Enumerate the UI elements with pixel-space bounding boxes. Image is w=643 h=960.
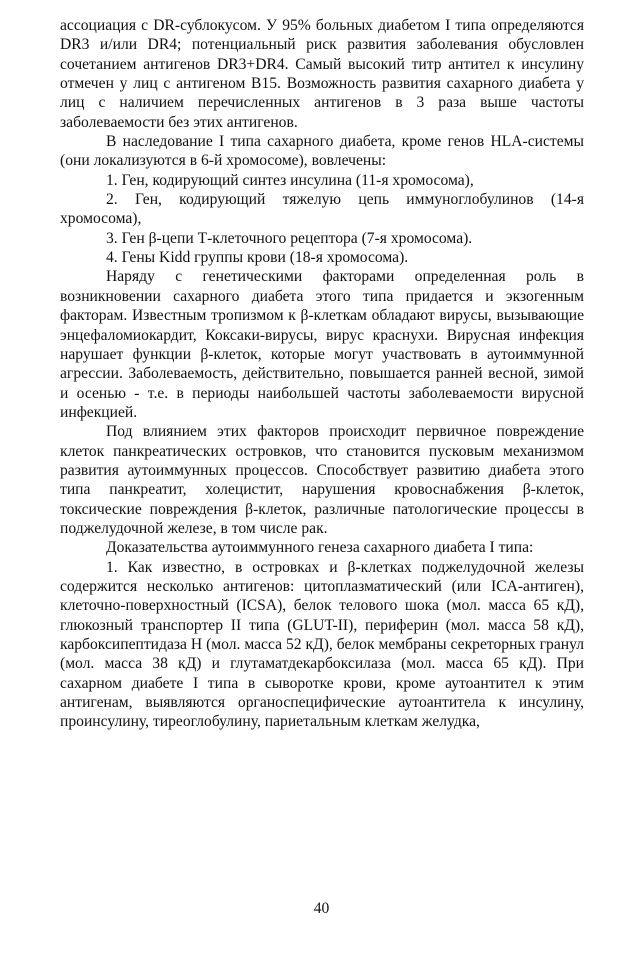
page-body bbox=[60, 16, 584, 732]
list-item-4: 4. Гены Kidd группы крови (18-я хромосома). bbox=[106, 249, 409, 267]
paragraph-4: Под влиянием этих факторов происходит первичное повреждение клеток панкреатических островков, что становится пусковым механизмом развития аутоиммунных процессов. Способствует развитию диабета этого типа панкреатит, холецистит, нарушения кровоснабжения β-клеток, токсические повреждения β-клеток, различные патологические процессы в поджелудочной железе, в том числе рак. bbox=[60, 423, 584, 537]
list-item-2: 2. Ген, кодирующий тяжелую цепь иммуноглобулинов (14-я хромосома), bbox=[60, 191, 584, 228]
paragraph-2: В наследование I типа сахарного диабета, кроме генов HLA-системы (они локализуются в 6-й хромосоме), вовлечены: bbox=[60, 133, 584, 170]
list-item-1: 1. Ген, кодирующий синтез инсулина (11-я хромосома), bbox=[106, 171, 474, 189]
page-number: 40 bbox=[313, 900, 330, 917]
paragraph-5: Доказательства аутоиммунного генеза сахарного диабета I типа: bbox=[106, 539, 534, 557]
list-item-3: 3. Ген β-цепи Т-клеточного рецептора (7-я хромосома). bbox=[106, 229, 473, 247]
paragraph-3: Наряду с генетическими факторами определенная роль в возникновении сахарного диабета этого типа придается и экзогенным факторам. Известным тропизмом к β-клеткам обладают вирусы, вызывающие энцефаломиокардит, Коксаки-вирусы, вирус краснухи. Вирусная инфекция нарушает функции β-клеток, которые могут участвовать в аутоиммунной агрессии. Заболеваемость, действительно, повышается ранней весной, зимой и осенью - т.е. в периоды наибольшей частоты заболеваемости вирусной инфекцией. bbox=[60, 268, 584, 421]
paragraph-6: 1. Как известно, в островках и β-клетках поджелудочной железы содержится несколько антигенов: цитоплазматический (или ICA-антиген), клеточно-поверхностный (ICSA), белок телового шока (мол. масса 65 кД), глюкозный транспортер II типа (GLUT-II), периферин (мол. масса 58 кД), карбоксипептидаза Н (мол. масса 52 кД), белок мембраны секреторных гранул (мол. масса 38 кД) и глутаматдекарбоксилаза (мол. масса 65 кД). При сахарном диабете I типа в сыворотке крови, кроме аутоантител к этим антигенам, выявляются органоспецифические аутоантитела к инсулину, проинсулину, тиреоглобулину, париетальным клеткам желудка, bbox=[60, 558, 584, 731]
paragraph-1: ассоциация с DR-сублокусом. У 95% больных диабетом I типа определяются DR3 и/или DR4; потенциальный риск развития заболевания обусловлен сочетанием антигенов DR3+DR4. Самый высокий титр антител к инсулину отмечен у лиц с антигеном B15. Возможность развития сахарного диабета у лиц с наличием перечисленных антигенов в 3 раза выше частоты заболеваемости без этих антигенов. bbox=[60, 17, 584, 131]
